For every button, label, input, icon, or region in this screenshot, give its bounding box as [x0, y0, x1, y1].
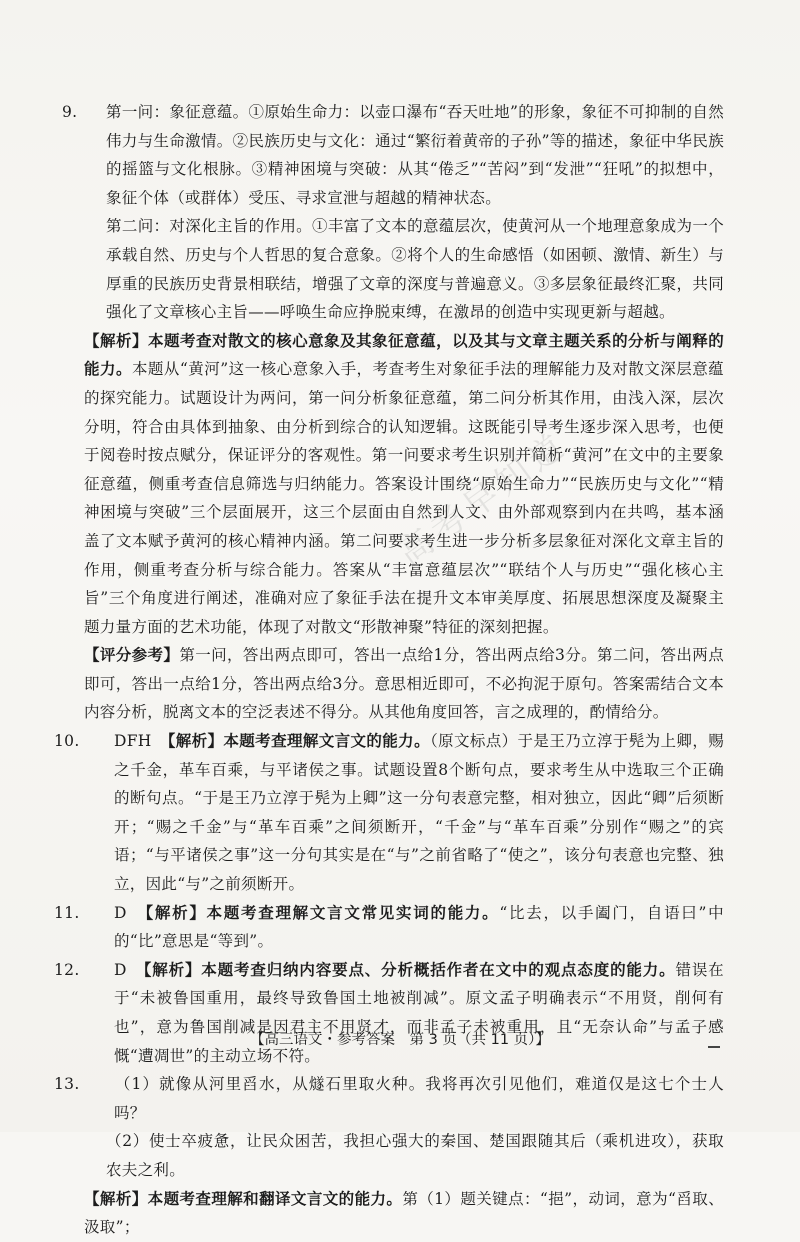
question-number: 12.: [54, 960, 80, 979]
question-9-analysis: [84, 327, 724, 642]
q12-bold: 本题考查归纳内容要点、分析概括作者在文中的观点态度的能力。: [201, 960, 676, 979]
q9-part1-lead: 第一问：象征意蕴。: [106, 103, 249, 121]
question-12: [54, 956, 724, 1070]
q11-bold: 本题考查理解文言文常见实词的能力。: [206, 903, 500, 922]
q13-bold: 本题考查理解和翻译文言文的能力。: [147, 1189, 403, 1208]
page-footer: [0, 1028, 800, 1049]
q10-answer: DFH: [114, 732, 152, 751]
q11-answer: D: [114, 903, 127, 922]
question-13-analysis: [84, 1185, 724, 1242]
question-number: 9.: [62, 103, 78, 121]
analysis-tag: 【解析】: [143, 960, 202, 979]
question-number: 10.: [54, 732, 80, 751]
analysis-tag: 【解析】: [145, 903, 207, 922]
analysis-tag: 【解析】: [84, 1189, 148, 1208]
q13-text: 第（1）题关键点：“挹”，动词，意为“舀取、汲取”；: [84, 1189, 724, 1237]
q13-line2: （2）使士卒疲惫，让民众困苦，我担心强大的秦国、楚国跟随其后（乘机进攻），获取农夫之利。: [106, 1132, 724, 1179]
q9-part2-text: 第二问：对深化主旨的作用。①丰富了文本的意蕴层次，使黄河从一个地理意象成为一个承载自然、历史与个人哲思的复合意象。②将个人的生命感悟（如困顿、激情、新生）与厚重的民族历史背景相联结，增强了文章的深度与普遍意义。③多层象征最终汇聚，共同强化了文章核心主旨——呼唤生命应挣脱束缚，在激昂的创造中实现更新与超越。: [106, 217, 724, 322]
question-9-part1: [62, 98, 725, 212]
question-number: 11.: [54, 903, 80, 922]
q12-answer: D: [114, 960, 127, 979]
question-13-line2: [84, 1127, 724, 1184]
question-13-line1: [54, 1070, 724, 1127]
q12-text: 错误在于“未被鲁国重用，最终导致鲁国土地被削减”。原文孟子明确表示“不用贤，削何有也”，意为鲁国削减是因君主不用贤才，而非孟子未被重用，且“无奈认命”与孟子感慨“遭凋世”的主动立场不符。: [114, 960, 724, 1065]
question-9-part2: [84, 212, 724, 326]
q10-bold: 本题考查理解文言文的能力。: [223, 732, 430, 751]
answer-content: [54, 98, 725, 1242]
watermark-text: 高考早知道: [390, 423, 576, 574]
q13-line1: （1）就像从河里舀水，从燧石里取火种。我将再次引见他们，难道仅是这七个士人吗？: [114, 1075, 724, 1122]
q9-scoring-text: 第一问，答出两点即可，答出一点给1分，答出两点给3分。第二问，答出两点即可，答出一点给1分，答出两点给3分。意思相近即可，不必拘泥于原句。答案需结合文本内容分析，脱离文本的空泛表述不得分。从其他角度回答，言之成理的，酌情给分。: [84, 646, 724, 722]
analysis-tag: 【解析】: [167, 732, 224, 751]
q11-text: “比去，以手阖门，自语曰”中的“比”意思是“等到”。: [114, 903, 724, 951]
q9-analysis-text: 本题从“黄河”这一核心意象入手，考查考生对象征手法的理解能力及对散文深层意蕴的探究能力。试题设计为两问，第一问分析象征意蕴，第二问分析其作用，由浅入深，层次分明，符合由具体到抽象、由分析到综合的认知逻辑。这既能引导考生逐步深入思考，也便于阅卷时按点赋分，保证评分的客观性。第一问要求考生识别并简析“黄河”在文中的主要象征意蕴，侧重考查信息筛选与归纳能力。答案设计围绕“原始生命力”“民族历史与文化”“精神困境与突破”三个层面展开，这三个层面由自然到人文、由外部观察到内在共鸣，基本涵盖了文本赋予黄河的核心精神内涵。第二问要求考生进一步分析多层象征对深化文章主旨的作用，侧重考查分析与综合能力。答案从“丰富意蕴层次”“联结个人与历史”“强化核心主旨”三个角度进行阐述，准确对应了象征手法在提升文本审美厚度、拓展思想深度及凝聚主题力量方面的艺术功能，体现了对散文“形散神聚”特征的深刻把握。: [84, 360, 724, 636]
q10-text: （原文标点）于是王乃立淳于髡为上卿，赐之千金，革车百乘，与平诸侯之事。试题设置8个断句点，要求考生从中选取三个正确的断句点。“于是王乃立淳于髡为上卿”这一分句表意完整，相对独立，因此“卿”后须断开；“赐之千金”与“革车百乘”之间须断开，“千金”与“革车百乘”分别作“赐之”的宾语；“与平诸侯之事”这一分句其实是在“与”之前省略了“使之”，该分句表意也完整、独立，因此“与”之前须断开。: [114, 732, 725, 894]
scoring-tag: 【评分参考】: [84, 646, 180, 665]
question-number: 13.: [54, 1075, 80, 1094]
analysis-tag: 【解析】: [84, 331, 149, 350]
question-10: [54, 727, 725, 899]
q9-analysis-bold: 本题考查对散文的核心意象及其象征意蕴，以及其与文章主题关系的分析与阐释的能力。: [84, 331, 724, 379]
footer-text: 【高三语文・参考答案 第 3 页（共 11 页）】: [250, 1032, 550, 1048]
question-9-scoring: [84, 641, 724, 727]
question-11: [54, 899, 724, 956]
corner-mark: [708, 1046, 720, 1048]
q9-part1-text: ①原始生命力：以壶口瀑布“吞天吐地”的形象，象征不可抑制的自然伟力与生命激情。②民族历史与文化：通过“繁衍着黄帝的子孙”等的描述，象征中华民族的摇篮与文化根脉。③精神困境与突破：从其“倦乏”“苦闷”到“发泄”“狂吼”的拟想中，象征个体（或群体）受压、寻求宣泄与超越的精神状态。: [106, 103, 725, 207]
